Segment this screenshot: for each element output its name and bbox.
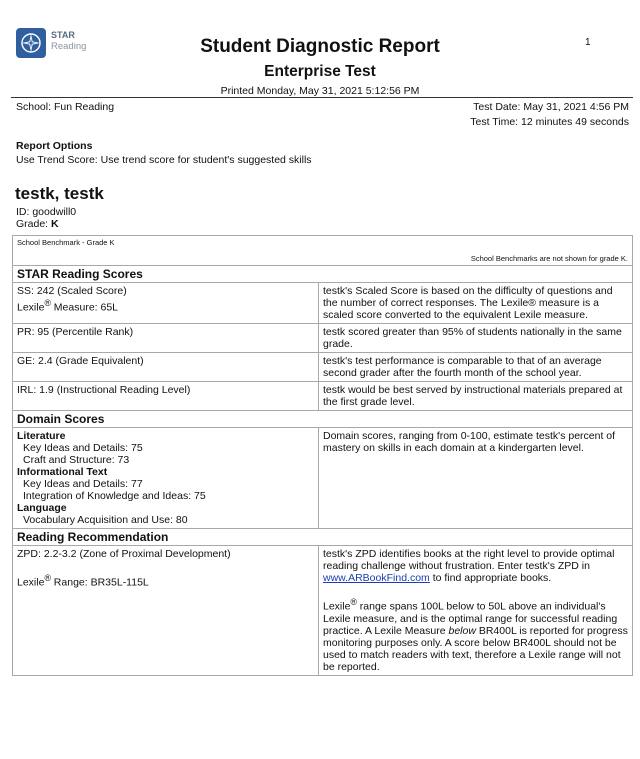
test-time: Test Time: 12 minutes 49 seconds [470, 116, 629, 128]
domain-description: Domain scores, ranging from 0-100, estimate testk's percent of mastery on skills in each domain at a kindergarten level. [319, 428, 633, 529]
report-subtitle: Enterprise Test [264, 63, 376, 80]
domain-item: Key Ideas and Details: 77 [23, 478, 143, 490]
lexile-explanation: Lexile® range spans 100L below to 50L above an individual's Lexile measure, and is the optimal range for successful reading practice. A Lexile Measure below BR400L is reported for progress monitoring purposes only. A score below BR400L should not be used to match readers with text, therefore a Lexile range will not be reported. [323, 597, 628, 673]
header-divider [11, 97, 633, 98]
score-row-ge [13, 353, 633, 382]
student-grade [16, 218, 76, 230]
zpd-explanation: testk's ZPD identifies books at the right level to provide optimal reading challenge without frustration. Enter testk's ZPD in www.ARBookFind.com to find appropriate books. [323, 548, 615, 584]
grade-label: Grade: [16, 218, 49, 230]
report-options-text: Use Trend Score: Use trend score for student's suggested skills [16, 154, 312, 166]
domain-item: Craft and Structure: 73 [23, 454, 130, 466]
domain-item: Key Ideas and Details: 75 [23, 442, 143, 454]
recommendation-heading: Reading Recommendation [13, 529, 633, 546]
lexile-range-value: Range: BR35L-115L [50, 576, 149, 589]
grade-equivalent: GE: 2.4 (Grade Equivalent) [13, 353, 319, 382]
arbookfind-link[interactable]: www.ARBookFind.com [323, 572, 430, 584]
score-row-irl [13, 382, 633, 411]
recommendation-left [13, 546, 319, 676]
domain-list [13, 428, 319, 529]
benchmark-note: School Benchmarks are not shown for grade K. [470, 254, 628, 263]
recommendation-right [319, 546, 633, 676]
logo-product: Reading [51, 41, 87, 52]
grade-value: K [51, 218, 59, 230]
printed-timestamp: Printed Monday, May 31, 2021 5:12:56 PM [220, 85, 420, 97]
logo-brand: STAR [51, 30, 75, 40]
score-explanation: testk would be best served by instructional materials prepared at the first grade level. [319, 382, 633, 411]
score-row-ss [13, 283, 633, 324]
diagnostic-table [12, 235, 633, 676]
test-date: Test Date: May 31, 2021 4:56 PM [473, 101, 629, 113]
star-scores-heading: STAR Reading Scores [13, 266, 633, 283]
benchmark-label: School Benchmark - Grade K [17, 238, 115, 247]
score-row-pr [13, 324, 633, 353]
score-explanation: testk's Scaled Score is based on the difficulty of questions and the number of correct responses. The Lexile® measure is a scaled score converted to the equivalent Lexile measure. [319, 283, 633, 324]
domain-literature: Literature [17, 430, 66, 442]
report-options-title: Report Options [16, 140, 93, 152]
lexile-value: Measure: 65L [50, 301, 119, 314]
domain-language: Language [17, 502, 67, 514]
benchmark-row [13, 236, 633, 266]
page-number: 1 [585, 37, 591, 48]
score-explanation: testk's test performance is comparable to that of an average second grader after the fourth month of the school year. [319, 353, 633, 382]
lexile-range: Lexile® Range: BR35L-115L [17, 573, 149, 589]
lexile-measure: Lexile® Measure: 65L [17, 298, 119, 314]
school-name: School: Fun Reading [16, 101, 115, 113]
domain-scores-heading: Domain Scores [13, 411, 633, 428]
percentile-rank: PR: 95 (Percentile Rank) [13, 324, 319, 353]
instructional-reading-level: IRL: 1.9 (Instructional Reading Level) [13, 382, 319, 411]
report-title: Student Diagnostic Report [200, 36, 440, 57]
recommendation-header-row [13, 529, 633, 546]
star-scores-header-row [13, 266, 633, 283]
domain-scores-header-row [13, 411, 633, 428]
recommendation-row [13, 546, 633, 676]
student-info [16, 206, 76, 230]
domain-informational: Informational Text [17, 466, 108, 478]
scaled-score: SS: 242 (Scaled Score) [17, 285, 127, 297]
domain-item: Vocabulary Acquisition and Use: 80 [23, 514, 188, 526]
lexile-word: Lexile [17, 576, 45, 589]
student-id: ID: goodwill0 [16, 206, 77, 218]
domain-scores-row [13, 428, 633, 529]
score-explanation: testk scored greater than 95% of students nationally in the same grade. [319, 324, 633, 353]
score-left [13, 283, 319, 324]
zpd-range: ZPD: 2.2-3.2 (Zone of Proximal Development) [17, 548, 231, 560]
test-info [470, 100, 629, 130]
domain-item: Integration of Knowledge and Ideas: 75 [23, 490, 206, 502]
lexile-word: Lexile [17, 301, 45, 314]
student-name: testk, testk [15, 184, 104, 203]
benchmark-cell [13, 236, 633, 266]
